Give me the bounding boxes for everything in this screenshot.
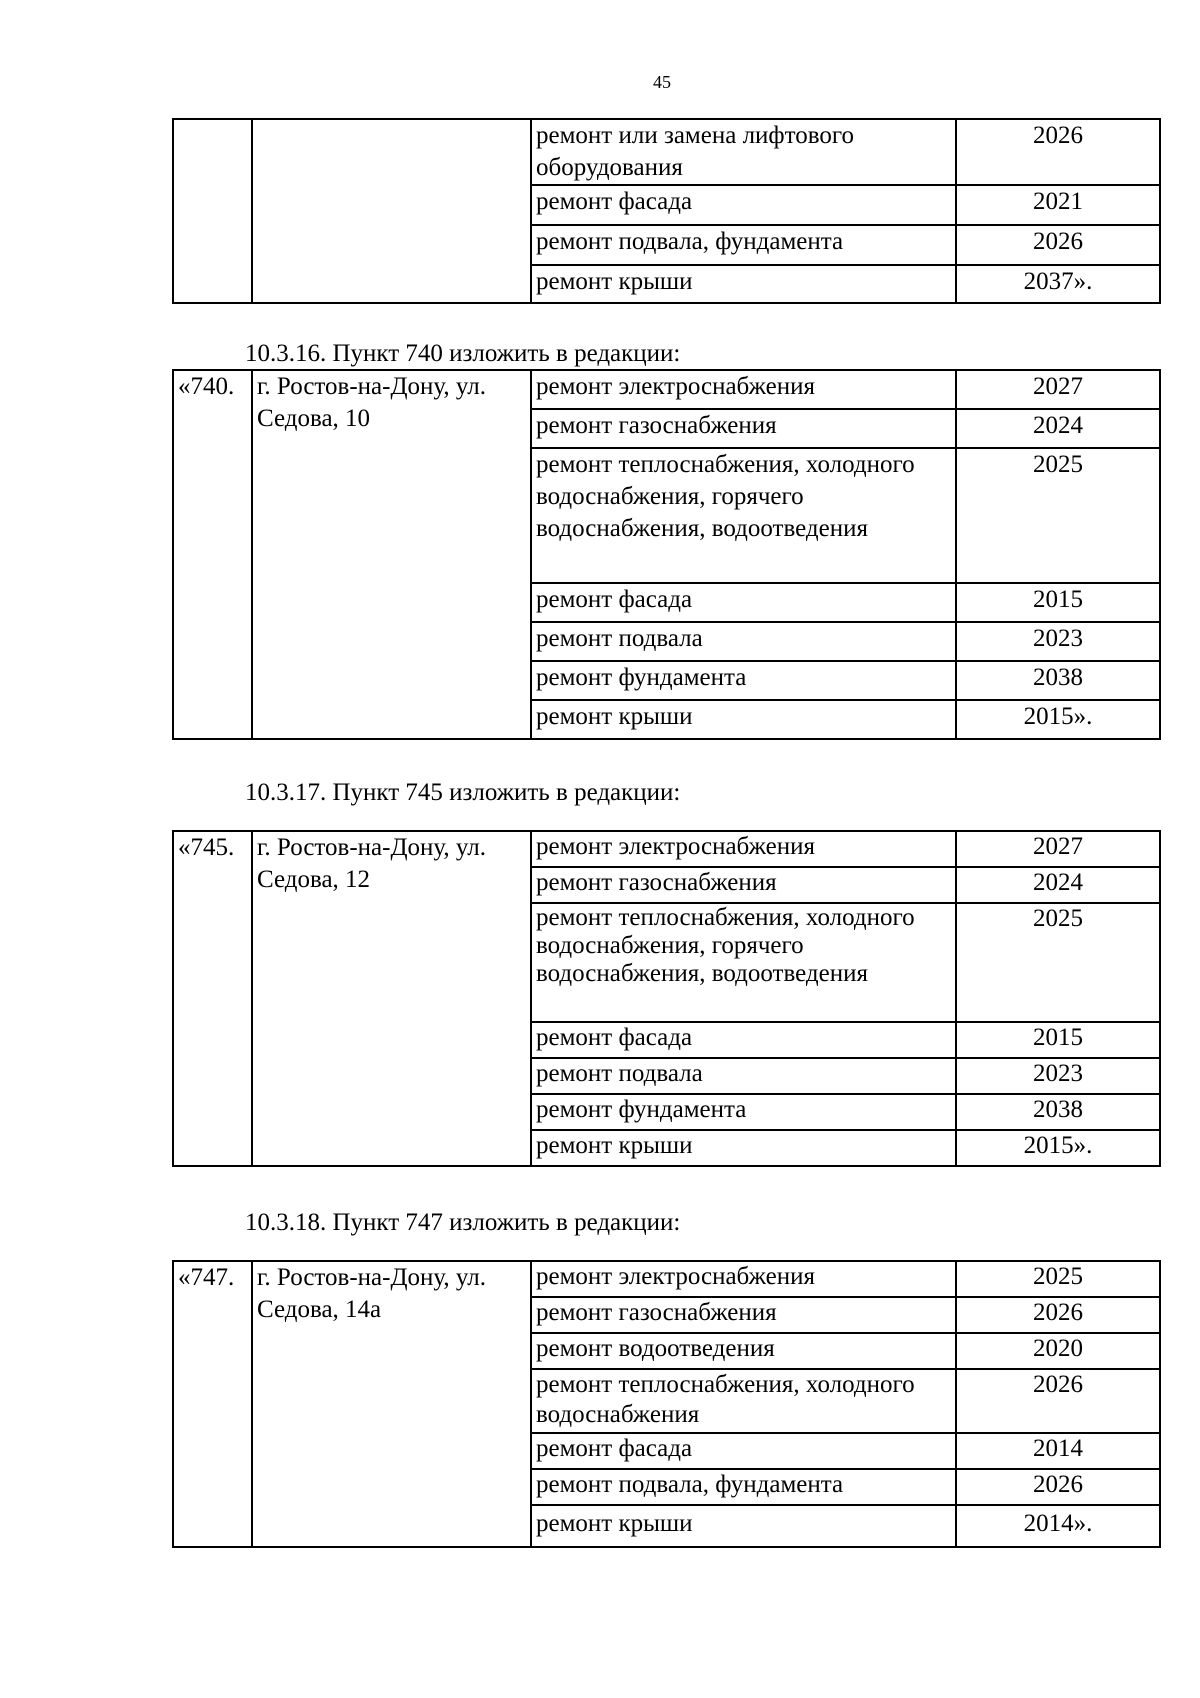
work-cell: ремонт фасада: [531, 583, 956, 622]
address-cell: [252, 119, 531, 303]
work-cell: ремонт электроснабжения: [531, 1261, 956, 1297]
work-cell: ремонт теплоснабжения, холодного водоснабжения, горячего водоснабжения, водоотведения: [531, 903, 956, 1022]
year-cell: 2038: [956, 1094, 1160, 1130]
item-number: «740.: [173, 370, 252, 739]
year-cell: 2025: [956, 1261, 1160, 1297]
table-row: [173, 831, 1160, 867]
work-cell: ремонт подвала: [531, 1058, 956, 1094]
year-cell: 2015».: [956, 700, 1160, 739]
work-cell: ремонт или замена лифтового оборудования: [531, 119, 956, 185]
year-cell: 2026: [956, 1469, 1160, 1505]
section-table-745: [172, 830, 1161, 1167]
year-cell: 2024: [956, 867, 1160, 903]
page-number: 45: [653, 72, 671, 92]
year-cell: 2014: [956, 1433, 1160, 1469]
work-cell: ремонт электроснабжения: [531, 831, 956, 867]
year-cell: 2026: [956, 1369, 1160, 1433]
work-cell: ремонт электроснабжения: [531, 370, 956, 409]
address-cell: г. Ростов-на-Дону, ул. Седова, 12: [252, 831, 531, 1166]
year-cell: 2023: [956, 622, 1160, 661]
work-cell: ремонт фасада: [531, 1433, 956, 1469]
work-cell: ремонт водоотведения: [531, 1333, 956, 1369]
section-heading: 10.3.16. Пункт 740 изложить в редакции:: [245, 340, 681, 367]
work-cell: ремонт крыши: [531, 265, 956, 303]
work-cell: ремонт крыши: [531, 1130, 956, 1166]
item-number: «747.: [173, 1261, 252, 1547]
year-cell: 2027: [956, 831, 1160, 867]
work-cell: ремонт подвала: [531, 622, 956, 661]
work-cell: ремонт газоснабжения: [531, 867, 956, 903]
work-cell: ремонт подвала, фундамента: [531, 1469, 956, 1505]
year-cell: 2021: [956, 185, 1160, 225]
year-cell: 2037».: [956, 265, 1160, 303]
year-cell: 2015».: [956, 1130, 1160, 1166]
number-cell: [173, 119, 252, 303]
year-cell: 2026: [956, 119, 1160, 185]
year-cell: 2023: [956, 1058, 1160, 1094]
year-cell: 2027: [956, 370, 1160, 409]
year-cell: 2015: [956, 1022, 1160, 1058]
section-table-747: [172, 1260, 1161, 1548]
table-row: [173, 370, 1160, 409]
work-cell: ремонт фундамента: [531, 1094, 956, 1130]
work-cell: ремонт фундамента: [531, 661, 956, 700]
work-cell: ремонт подвала, фундамента: [531, 225, 956, 265]
work-cell: ремонт крыши: [531, 1505, 956, 1547]
work-cell: ремонт теплоснабжения, холодного водоснабжения, горячего водоснабжения, водоотведения: [531, 448, 956, 583]
work-cell: ремонт фасада: [531, 185, 956, 225]
address-cell: г. Ростов-на-Дону, ул. Седова, 14а: [252, 1261, 531, 1547]
year-cell: 2020: [956, 1333, 1160, 1369]
address-cell: г. Ростов-на-Дону, ул. Седова, 10: [252, 370, 531, 739]
work-cell: ремонт газоснабжения: [531, 409, 956, 448]
continuation-table: [172, 118, 1161, 304]
year-cell: 2026: [956, 1297, 1160, 1333]
year-cell: 2015: [956, 583, 1160, 622]
work-cell: ремонт крыши: [531, 700, 956, 739]
section-table-740: [172, 369, 1161, 740]
year-cell: 2038: [956, 661, 1160, 700]
item-number: «745.: [173, 831, 252, 1166]
work-cell: ремонт газоснабжения: [531, 1297, 956, 1333]
year-cell: 2025: [956, 448, 1160, 583]
year-cell: 2026: [956, 225, 1160, 265]
work-cell: ремонт фасада: [531, 1022, 956, 1058]
table-row: [173, 119, 1160, 185]
year-cell: 2025: [956, 903, 1160, 1022]
section-heading: 10.3.17. Пункт 745 изложить в редакции:: [245, 779, 681, 806]
section-heading: 10.3.18. Пункт 747 изложить в редакции:: [245, 1209, 681, 1236]
year-cell: 2014».: [956, 1505, 1160, 1547]
table-row: [173, 1261, 1160, 1297]
work-cell: ремонт теплоснабжения, холодного водоснабжения: [531, 1369, 956, 1433]
year-cell: 2024: [956, 409, 1160, 448]
